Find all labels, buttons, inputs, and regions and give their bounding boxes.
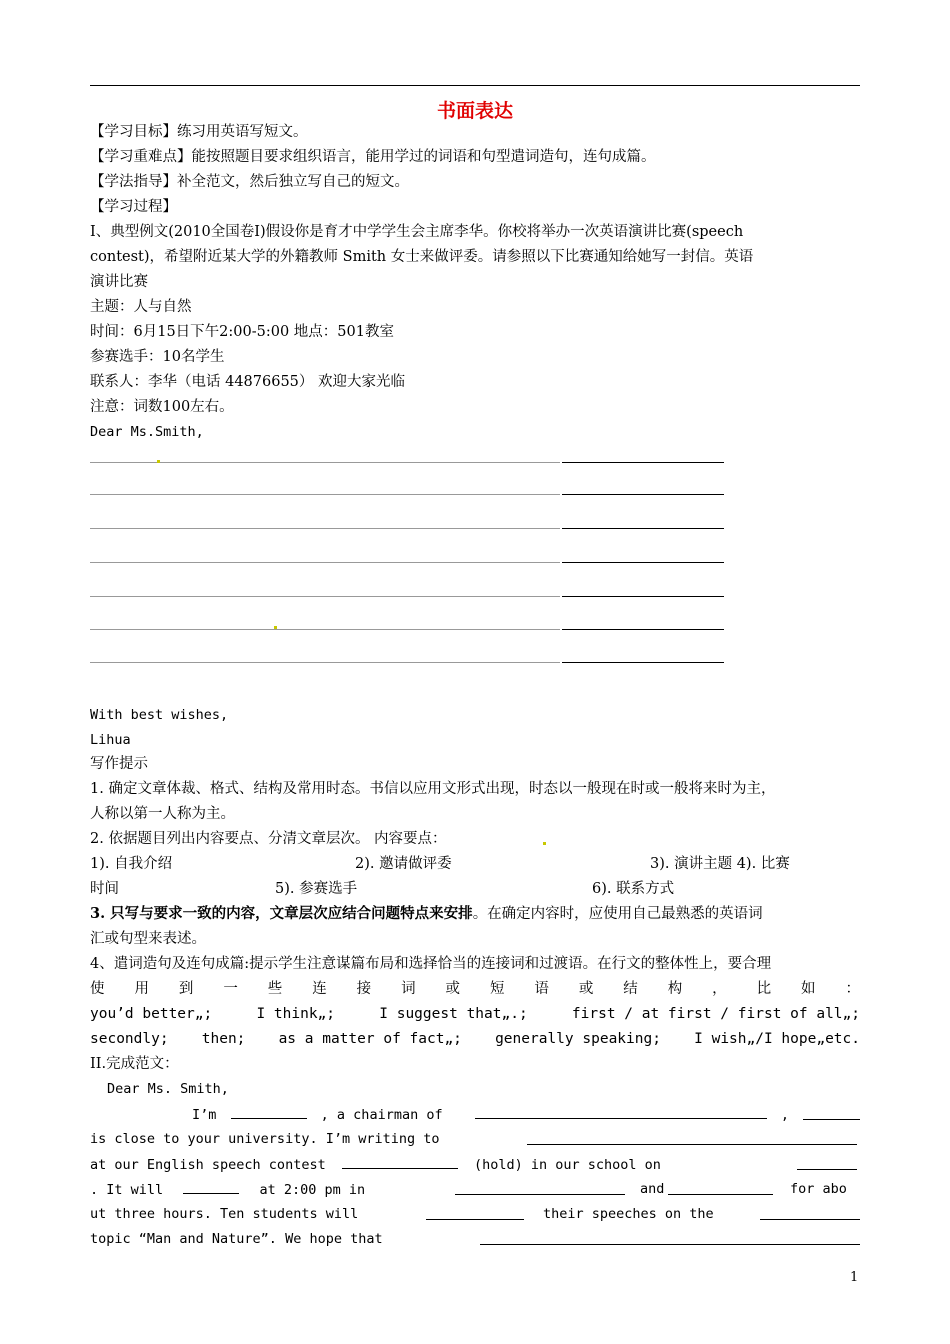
text: topic “Man and Nature”. We hope that xyxy=(90,1231,383,1247)
writing-line[interactable] xyxy=(90,528,560,529)
blank-field[interactable] xyxy=(183,1179,239,1194)
blank-field[interactable] xyxy=(803,1105,860,1120)
writing-line-end[interactable] xyxy=(562,528,724,529)
writing-line-end[interactable] xyxy=(562,662,724,663)
tip-1a: 1. 确定文章体裁、格式、结构及常用时态。书信以应用文形式出现，时态以一般现在时或一般将来时为主， xyxy=(90,781,776,797)
writing-line-end[interactable] xyxy=(562,562,724,563)
process-heading: 【学习过程】 xyxy=(90,199,177,215)
contest-players: 参赛选手：10名学生 xyxy=(90,349,225,365)
word-count-note: 注意：词数100左右。 xyxy=(90,399,234,415)
text: ut three hours. Ten students will xyxy=(90,1206,359,1222)
writing-line-end[interactable] xyxy=(562,462,724,463)
example-intro-3: 演讲比赛 xyxy=(90,274,148,290)
writing-line-end[interactable] xyxy=(562,494,724,495)
writing-line[interactable] xyxy=(90,494,560,495)
point-1: 1). 自我介绍 xyxy=(90,856,173,872)
phrase: I wish„/I hope„etc. xyxy=(694,1031,860,1047)
tip-3b: 汇或句型来表述。 xyxy=(90,931,206,947)
blank-field[interactable] xyxy=(527,1130,857,1145)
blank-field[interactable] xyxy=(760,1205,860,1220)
tip-4b-char: 一 xyxy=(223,981,238,997)
tip-4a: 4、遣词造句及连句成篇:提示学生注意谋篇布局和选择恰当的连接词和过渡语。在行文的整体性上，要合理 xyxy=(90,956,772,972)
tip-4b-char: 词 xyxy=(401,981,416,997)
page-number: 1 xyxy=(850,1270,859,1285)
phrase: secondly; xyxy=(90,1031,169,1047)
tips-heading: 写作提示 xyxy=(90,756,148,772)
contest-contact: 联系人：李华（电话 44876655） 欢迎大家光临 xyxy=(90,374,406,390)
tip-4b-char: 使 xyxy=(90,981,105,997)
writing-line-end[interactable] xyxy=(562,596,724,597)
tip-4b-char: 些 xyxy=(267,981,283,997)
blank-field[interactable] xyxy=(342,1154,458,1169)
tip-4b-char: 比 xyxy=(756,981,772,997)
tip-4b-char: 语 xyxy=(534,981,549,997)
tip-4b-char: 连 xyxy=(312,981,327,997)
phrase: first / at first / first of all„; xyxy=(571,1006,860,1022)
text: I’m xyxy=(192,1107,217,1123)
text: . It will xyxy=(90,1182,164,1198)
mark-dot xyxy=(543,842,546,845)
point-4-cont: 时间 xyxy=(90,881,119,897)
phrase: I think„; xyxy=(256,1006,336,1022)
phrase: I suggest that„.; xyxy=(379,1006,528,1022)
example-intro-2: contest)，希望附近某大学的外籍教师 Smith 女士来做评委。请参照以下比赛通知给她写一封信。英语 xyxy=(90,249,754,265)
contest-time: 时间：6月15日下午2:00-5:00 地点：501教室 xyxy=(90,324,394,340)
text: , xyxy=(780,1107,790,1123)
writing-line[interactable] xyxy=(90,629,560,630)
letter-closing: With best wishes, xyxy=(90,707,229,723)
point-5: 5). 参赛选手 xyxy=(275,881,358,897)
text: , a chairman of xyxy=(320,1107,443,1123)
mark-dot xyxy=(157,460,160,463)
tip-4b-char: 构 xyxy=(667,981,683,997)
letter-signature: Lihua xyxy=(90,732,131,748)
learning-goal: 【学习目标】练习用英语写短文。 xyxy=(90,124,308,140)
tip-2: 2. 依据题目列出内容要点、分清文章层次。 内容要点： xyxy=(90,831,447,847)
writing-line[interactable] xyxy=(90,596,560,597)
blank-field[interactable] xyxy=(455,1180,625,1195)
writing-line[interactable] xyxy=(90,462,560,463)
writing-line[interactable] xyxy=(90,562,560,563)
blank-field[interactable] xyxy=(475,1104,767,1119)
text: for abo xyxy=(790,1181,847,1197)
text: and xyxy=(640,1181,665,1197)
tip-4b-char: ： xyxy=(845,981,860,997)
text: is close to your university. I’m writing to xyxy=(90,1131,440,1147)
tip-4b-char: 用 xyxy=(134,981,149,997)
completion-line-2 xyxy=(90,1129,440,1149)
tip-4b-char: 或 xyxy=(445,981,460,997)
text: at 2:00 pm in xyxy=(259,1182,366,1198)
completion-line-1 xyxy=(192,1104,789,1125)
completion-line-5 xyxy=(90,1204,358,1224)
blank-field[interactable] xyxy=(668,1180,773,1195)
point-3-4-text: 3). 演讲主题 4). 比赛 xyxy=(650,856,790,872)
point-6: 6). 联系方式 xyxy=(592,881,675,897)
page-title: 书面表达 xyxy=(436,100,513,122)
blank-field[interactable] xyxy=(480,1230,860,1245)
tip-4d xyxy=(90,1029,860,1049)
text: (hold) in our school on xyxy=(473,1157,661,1173)
completion-line-4 xyxy=(90,1179,365,1200)
writing-line[interactable] xyxy=(90,662,560,663)
text: at our English speech contest xyxy=(90,1157,326,1173)
mark-dot xyxy=(274,626,277,629)
phrase: you’d better„; xyxy=(90,1006,213,1022)
point-3-4 xyxy=(650,854,860,874)
point-2: 2). 邀请做评委 xyxy=(355,856,452,872)
tip-1b: 人称以第一人称为主。 xyxy=(90,806,235,822)
contest-theme: 主题：人与自然 xyxy=(90,299,192,315)
blank-field[interactable] xyxy=(797,1155,857,1170)
tip-4b-char: 或 xyxy=(578,981,594,997)
tip-4b xyxy=(90,979,860,999)
example-intro-1: I、典型例文(2010全国卷Ⅰ)假设你是育才中学学生会主席李华。你校将举办一次英语演讲比赛(speech xyxy=(90,224,744,240)
text: their speeches on the xyxy=(543,1206,714,1222)
tip-4b-char: 如 xyxy=(801,981,816,997)
tip-4b-char: 结 xyxy=(623,981,638,997)
tip-4b-char: 接 xyxy=(356,981,372,997)
top-rule xyxy=(90,85,860,86)
method-guide: 【学法指导】补全范文，然后独立写自己的短文。 xyxy=(90,174,409,190)
tip-4b-char: ， xyxy=(712,981,727,997)
completion-greeting: Dear Ms. Smith, xyxy=(107,1081,229,1097)
writing-line-end[interactable] xyxy=(562,629,724,630)
completion-heading: II.完成范文： xyxy=(90,1056,179,1072)
tip-3-rest: 。在确定内容时，应使用自己最熟悉的英语词 xyxy=(472,906,763,922)
blank-field[interactable] xyxy=(426,1205,524,1220)
completion-line-3 xyxy=(90,1154,661,1175)
key-points: 【学习重难点】能按照题目要求组织语言，能用学过的词语和句型遣词造句，连句成篇。 xyxy=(90,149,656,165)
phrase: as a matter of fact„; xyxy=(278,1031,462,1047)
tip-4c xyxy=(90,1004,860,1024)
blank-field[interactable] xyxy=(231,1104,307,1119)
tip-4b-char: 短 xyxy=(489,981,505,997)
tip-3 xyxy=(90,904,763,924)
tip-4b-char: 到 xyxy=(178,981,194,997)
phrase: generally speaking; xyxy=(495,1031,661,1047)
letter-greeting: Dear Ms.Smith, xyxy=(90,424,204,440)
phrase: then; xyxy=(201,1031,246,1047)
tip-3-bold: 3. 只写与要求一致的内容，文章层次应结合问题特点来安排 xyxy=(90,905,473,922)
completion-line-6 xyxy=(90,1229,383,1249)
